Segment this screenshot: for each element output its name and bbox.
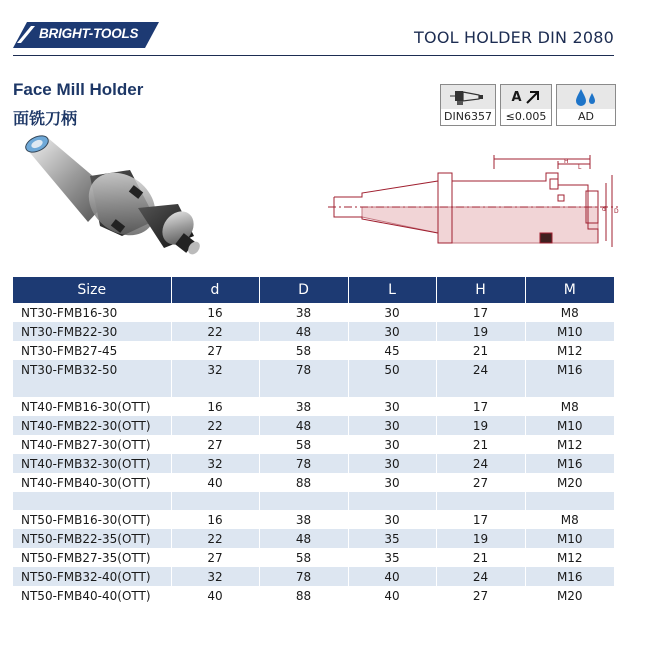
value-cell: 40 xyxy=(171,586,259,605)
separator-cell xyxy=(436,379,525,397)
product-photo xyxy=(18,136,208,266)
value-cell: 32 xyxy=(171,454,259,473)
dimension-label-l: L xyxy=(578,164,582,171)
value-cell: M12 xyxy=(525,341,614,360)
value-cell: 78 xyxy=(259,454,348,473)
value-cell: 40 xyxy=(348,586,436,605)
value-cell: 27 xyxy=(436,473,525,492)
value-cell: M12 xyxy=(525,548,614,567)
value-cell: 38 xyxy=(259,303,348,322)
value-cell: 30 xyxy=(348,435,436,454)
value-cell: 88 xyxy=(259,473,348,492)
column-header-size: Size xyxy=(13,277,171,303)
value-cell: 35 xyxy=(348,548,436,567)
table-row xyxy=(13,303,614,322)
value-cell: 17 xyxy=(436,303,525,322)
value-cell: M10 xyxy=(525,416,614,435)
size-cell: NT40-FMB16-30(OTT) xyxy=(21,399,151,414)
size-cell: NT50-FMB22-35(OTT) xyxy=(13,529,171,548)
badge-standard-label: DIN6357 xyxy=(444,110,492,123)
table-row xyxy=(13,435,614,454)
arrow-up-right-icon xyxy=(525,89,541,105)
table-row xyxy=(13,341,614,360)
column-header-L: L xyxy=(348,277,436,303)
value-cell: 45 xyxy=(348,341,436,360)
value-cell: M16 xyxy=(525,454,614,473)
badge-accuracy xyxy=(500,84,552,126)
column-header-H: H xyxy=(436,277,525,303)
table-row xyxy=(13,360,614,379)
separator-cell xyxy=(171,379,259,397)
value-cell: 16 xyxy=(171,510,259,529)
brand-logo xyxy=(13,22,159,48)
table-row xyxy=(13,473,614,492)
column-header-M: M xyxy=(525,277,614,303)
table-row xyxy=(13,322,614,341)
size-cell: NT30-FMB27-45 xyxy=(21,343,118,358)
value-cell: 24 xyxy=(436,454,525,473)
value-cell: M20 xyxy=(525,473,614,492)
table-row xyxy=(13,586,614,605)
table-row xyxy=(13,510,614,529)
value-cell: M16 xyxy=(525,567,614,586)
value-cell: 78 xyxy=(259,360,348,379)
separator-cell xyxy=(348,492,436,510)
size-cell: NT50-FMB16-30(OTT) xyxy=(21,512,151,527)
dimension-label-d-big: D xyxy=(614,208,619,215)
value-cell: 19 xyxy=(436,322,525,341)
value-cell: 27 xyxy=(171,341,259,360)
badge-standard xyxy=(440,84,496,126)
value-cell: 88 xyxy=(259,586,348,605)
value-cell: 24 xyxy=(436,567,525,586)
value-cell: M10 xyxy=(525,322,614,341)
holder-standard-icon xyxy=(441,85,495,109)
runout-letter: A xyxy=(511,89,522,105)
value-cell: 24 xyxy=(436,360,525,379)
value-cell: 16 xyxy=(171,397,259,416)
value-cell: M8 xyxy=(525,510,614,529)
table-row xyxy=(13,529,614,548)
separator-cell xyxy=(13,379,171,397)
size-cell: NT50-FMB32-40(OTT) xyxy=(13,567,171,586)
product-subtitle: 面铣刀柄 xyxy=(13,109,78,128)
value-cell: 30 xyxy=(348,473,436,492)
value-cell: 78 xyxy=(259,567,348,586)
value-cell: 27 xyxy=(436,586,525,605)
value-cell: 22 xyxy=(171,416,259,435)
table-row xyxy=(13,548,614,567)
value-cell: 21 xyxy=(436,341,525,360)
table-row xyxy=(13,454,614,473)
value-cell: 48 xyxy=(259,529,348,548)
size-cell: NT30-FMB22-30 xyxy=(13,322,171,341)
table-row xyxy=(13,397,614,416)
value-cell: 17 xyxy=(436,397,525,416)
value-cell: M16 xyxy=(525,360,614,379)
badge-coolant xyxy=(556,84,616,126)
value-cell: 38 xyxy=(259,397,348,416)
value-cell: 17 xyxy=(436,510,525,529)
value-cell: 30 xyxy=(348,322,436,341)
brand-name: BRIGHT-TOOLS xyxy=(39,26,139,41)
badge-coolant-label: AD xyxy=(578,110,594,123)
table-header-row xyxy=(13,277,614,303)
value-cell: 40 xyxy=(348,567,436,586)
value-cell: M10 xyxy=(525,529,614,548)
separator-cell xyxy=(525,379,614,397)
value-cell: 30 xyxy=(348,416,436,435)
value-cell: 58 xyxy=(259,341,348,360)
column-header-D: D xyxy=(259,277,348,303)
value-cell: 32 xyxy=(171,360,259,379)
badge-accuracy-label: ≤0.005 xyxy=(505,110,547,123)
value-cell: 40 xyxy=(171,473,259,492)
value-cell: 38 xyxy=(259,510,348,529)
table-row xyxy=(13,567,614,586)
value-cell: 19 xyxy=(436,416,525,435)
size-cell: NT40-FMB32-30(OTT) xyxy=(13,454,171,473)
size-cell: NT50-FMB40-40(OTT) xyxy=(21,588,151,603)
value-cell: 21 xyxy=(436,435,525,454)
separator-cell xyxy=(348,379,436,397)
separator-cell xyxy=(259,379,348,397)
size-cell: NT40-FMB40-30(OTT) xyxy=(21,475,151,490)
value-cell: 22 xyxy=(171,529,259,548)
value-cell: M20 xyxy=(525,586,614,605)
value-cell: 22 xyxy=(171,322,259,341)
product-title: Face Mill Holder xyxy=(13,80,144,99)
value-cell: M12 xyxy=(525,435,614,454)
spec-table-body xyxy=(13,303,614,605)
separator-cell xyxy=(171,492,259,510)
separator-cell xyxy=(13,492,171,510)
value-cell: M8 xyxy=(525,397,614,416)
value-cell: 30 xyxy=(348,454,436,473)
technical-drawing xyxy=(328,155,618,255)
dimension-label-d-small: d xyxy=(602,206,606,213)
table-group-separator xyxy=(13,379,614,397)
header-divider xyxy=(13,55,614,56)
value-cell: 58 xyxy=(259,548,348,567)
value-cell: 16 xyxy=(171,303,259,322)
value-cell: 30 xyxy=(348,303,436,322)
column-header-d: d xyxy=(171,277,259,303)
size-cell: NT40-FMB22-30(OTT) xyxy=(13,416,171,435)
spec-table xyxy=(13,277,614,605)
value-cell: 35 xyxy=(348,529,436,548)
table-row xyxy=(13,416,614,435)
value-cell: 30 xyxy=(348,510,436,529)
value-cell: 50 xyxy=(348,360,436,379)
runout-accuracy-icon xyxy=(501,85,551,109)
size-cell: NT30-FMB32-50 xyxy=(13,360,171,379)
value-cell: 58 xyxy=(259,435,348,454)
value-cell: 48 xyxy=(259,416,348,435)
value-cell: 27 xyxy=(171,548,259,567)
value-cell: 48 xyxy=(259,322,348,341)
value-cell: 27 xyxy=(171,435,259,454)
value-cell: 21 xyxy=(436,548,525,567)
separator-cell xyxy=(436,492,525,510)
value-cell: 32 xyxy=(171,567,259,586)
value-cell: 19 xyxy=(436,529,525,548)
size-cell: NT40-FMB27-30(OTT) xyxy=(21,437,151,452)
document-title: TOOL HOLDER DIN 2080 xyxy=(414,28,614,47)
dimension-label-h: H xyxy=(564,158,569,165)
size-cell: NT30-FMB16-30 xyxy=(21,305,118,320)
coolant-drops-icon xyxy=(557,85,615,109)
separator-cell xyxy=(525,492,614,510)
separator-cell xyxy=(259,492,348,510)
value-cell: 30 xyxy=(348,397,436,416)
value-cell: M8 xyxy=(525,303,614,322)
size-cell: NT50-FMB27-35(OTT) xyxy=(21,550,151,565)
table-group-separator xyxy=(13,492,614,510)
